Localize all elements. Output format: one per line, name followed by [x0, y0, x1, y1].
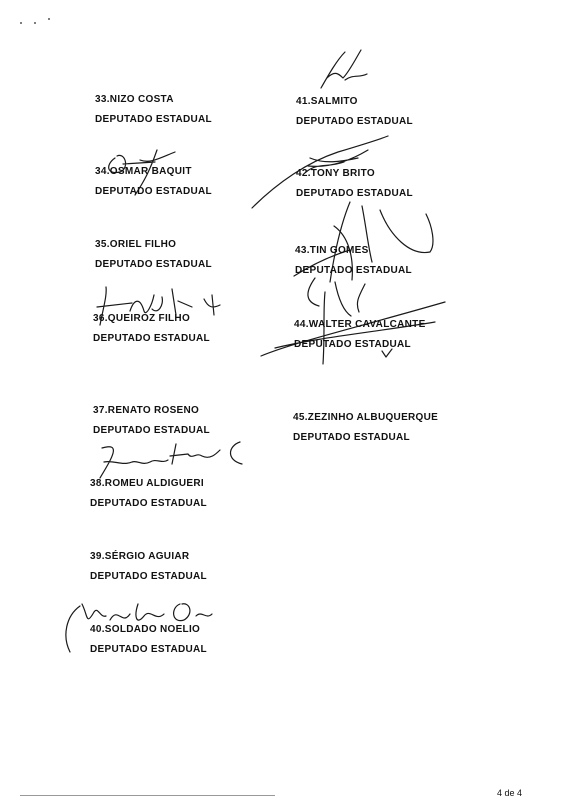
signatory-35 [95, 239, 212, 271]
footer-rule [20, 795, 275, 796]
signatory-33 [95, 94, 212, 126]
signatory-name: 42.TONY BRITO [296, 168, 375, 179]
signatory-role: DEPUTADO ESTADUAL [93, 425, 210, 436]
signatory-name: 35.ORIEL FILHO [95, 239, 177, 250]
signatory-role: DEPUTADO ESTADUAL [296, 116, 413, 127]
signatory-name: 37.RENATO ROSENO [93, 405, 200, 416]
signatory-34 [95, 166, 212, 198]
signatory-name: 45.ZEZINHO ALBUQUERQUE [293, 412, 439, 423]
signatory-role: DEPUTADO ESTADUAL [90, 571, 207, 582]
signatory-name: 44.WALTER CAVALCANTE [294, 319, 426, 330]
signatory-41 [296, 96, 413, 128]
signature-salmito [315, 48, 375, 93]
signatory-37 [93, 405, 210, 437]
signatory-name: 33.NIZO COSTA [95, 94, 174, 105]
signatory-role: DEPUTADO ESTADUAL [95, 186, 212, 197]
signatory-45 [293, 412, 438, 444]
signatory-39 [90, 551, 207, 583]
signatory-name: 39.SÉRGIO AGUIAR [90, 551, 190, 562]
signatory-role: DEPUTADO ESTADUAL [93, 333, 210, 344]
signatory-name: 34.OSMAR BAQUIT [95, 166, 192, 177]
signatory-name: 43.TIN GOMES [295, 245, 369, 256]
signatory-role: DEPUTADO ESTADUAL [90, 644, 207, 655]
signature-romeu-aldigueri [92, 438, 247, 483]
signatory-role: DEPUTADO ESTADUAL [296, 188, 413, 199]
signatory-name: 36.QUEIROZ FILHO [93, 313, 191, 324]
page-number: 4 de 4 [496, 788, 522, 798]
signatory-role: DEPUTADO ESTADUAL [95, 259, 212, 270]
signatory-40 [90, 624, 207, 656]
signatory-role: DEPUTADO ESTADUAL [95, 114, 212, 125]
signatory-role: DEPUTADO ESTADUAL [293, 432, 410, 443]
scan-speck [20, 22, 22, 24]
signatory-name: 41.SALMITO [296, 96, 358, 107]
signatory-38 [90, 478, 207, 510]
scan-speck [48, 18, 50, 20]
signatory-36 [93, 313, 210, 345]
signatory-43 [295, 245, 412, 277]
signatory-42 [296, 168, 413, 200]
signatory-role: DEPUTADO ESTADUAL [294, 339, 411, 350]
signatory-role: DEPUTADO ESTADUAL [295, 265, 412, 276]
scan-speck [34, 22, 36, 24]
signatory-name: 38.ROMEU ALDIGUERI [90, 478, 204, 489]
signatory-role: DEPUTADO ESTADUAL [90, 498, 207, 509]
signatory-name: 40.SOLDADO NOELIO [90, 624, 201, 635]
signatory-44 [294, 319, 426, 351]
